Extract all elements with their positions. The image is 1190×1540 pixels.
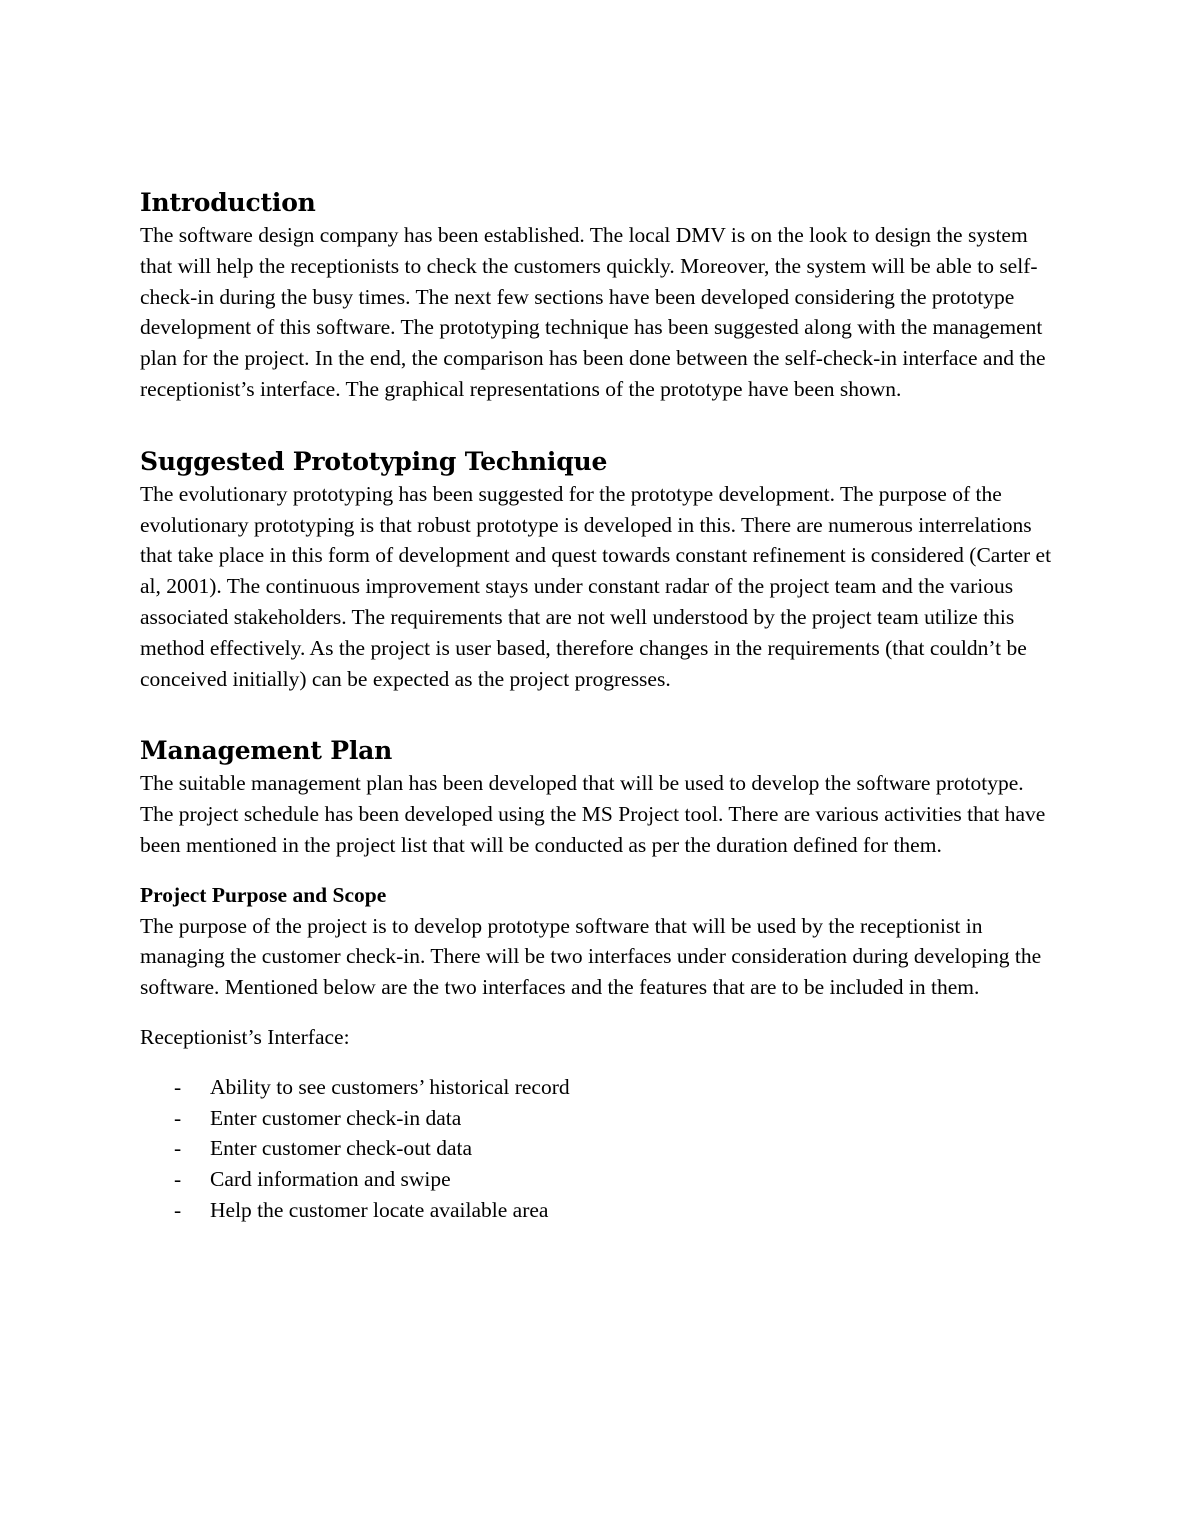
list-item-text: Enter customer check-out data [210,1136,473,1161]
prototyping-heading: Suggested Prototyping Technique [140,446,608,476]
list-item [140,1164,1055,1195]
prototyping-paragraph: The evolutionary prototyping has been suggested for the prototype development. The purpose of the evolutionary prototyping is that robust prototype is developed in this. There are numerous interrelations that take place in this form of development and quest towards constant refinement is considered (Carter et al, 2001). The continuous improvement stays under constant radar of the project team and the various associated stakeholders. The requirements that are not well understood by the project team utilize this method effectively. As the project is user based, therefore changes in the requirements (that couldn’t be conceived initially) can be expected as the project progresses. [140,481,1052,691]
list-item [140,1103,1055,1134]
paragraph-spacer [140,1053,1055,1072]
management-heading: Management Plan [140,736,393,766]
list-item [140,1195,1055,1226]
list-dash: - [174,1105,182,1130]
document-page [140,186,1055,1226]
list-dash: - [174,1074,182,1099]
introduction-paragraph: The software design company has been established. The local DMV is on the look to design the system that will help the receptionists to check the customers quickly. Moreover, the system will be able to self-check-in during the busy times. The next few sections have been developed considering the prototype development of this software. The prototyping technique has been suggested along with the management plan for the project. In the end, the comparison has been done between the self-check-in interface and the receptionist’s interface. The graphical representations of the prototype have been shown. [140,223,1046,401]
list-item-text: Enter customer check-in data [210,1105,462,1130]
list-item-text: Card information and swipe [210,1167,451,1192]
paragraph-spacer [140,1003,1055,1022]
receptionist-feature-list [140,1072,1055,1226]
list-item-text: Help the customer locate available area [210,1197,549,1222]
list-dash: - [174,1136,182,1161]
list-item [140,1133,1055,1164]
section-spacer [140,405,1055,445]
list-intro: Receptionist’s Interface: [140,1024,350,1049]
list-item-text: Ability to see customers’ historical record [210,1074,570,1099]
section-spacer [140,694,1055,734]
paragraph-spacer [140,861,1055,880]
list-item [140,1072,1055,1103]
scope-subheading: Project Purpose and Scope [140,882,387,907]
list-dash: - [174,1197,182,1222]
management-paragraph: The suitable management plan has been developed that will be used to develop the software prototype. The project schedule has been developed using the MS Project tool. There are various activities that have been mentioned in the project list that will be conducted as per the duration defined for them. [140,771,1046,857]
list-dash: - [174,1167,182,1192]
introduction-heading: Introduction [140,188,316,217]
scope-paragraph: The purpose of the project is to develop prototype software that will be used by the receptionist in managing the customer check-in. There will be two interfaces under consideration during developing the software. Mentioned below are the two interfaces and the features that are to be included in them. [140,913,1042,1000]
